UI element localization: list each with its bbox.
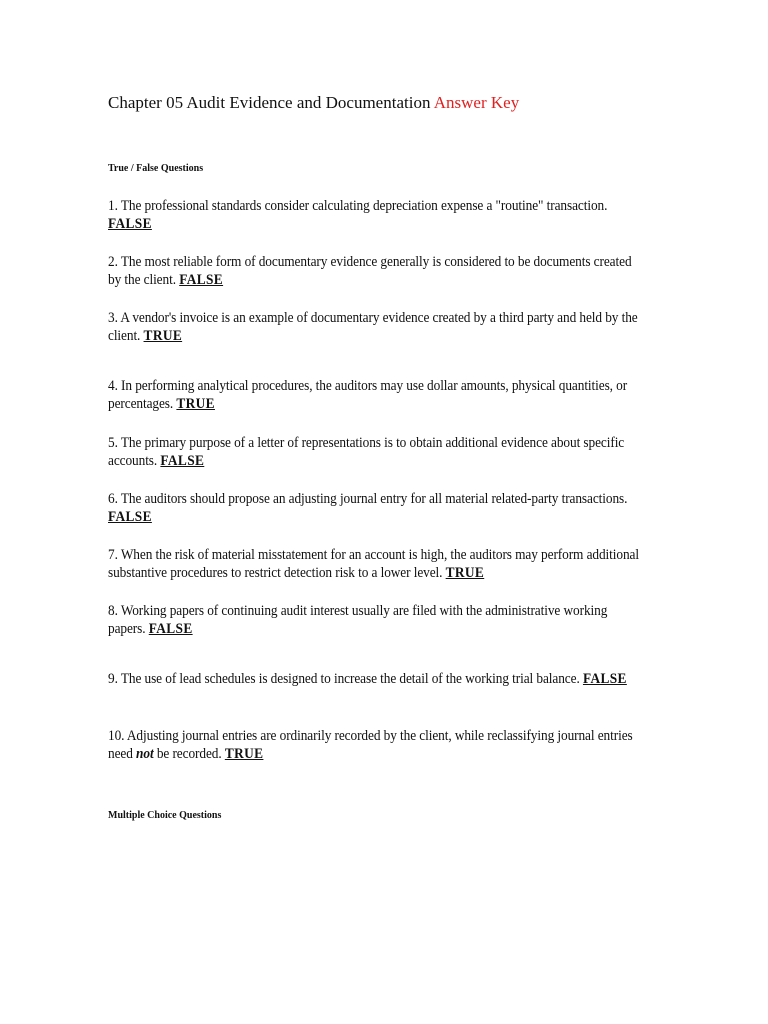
answer-label: TRUE xyxy=(224,746,264,762)
answer-key-label: Answer Key xyxy=(433,93,520,112)
page-title xyxy=(108,93,519,113)
question-text: 3. A vendor's invoice is an example of documentary evidence created by a third party and held by the client. xyxy=(108,310,638,344)
question-9 xyxy=(108,670,644,688)
question-4 xyxy=(108,377,644,413)
answer-label: TRUE xyxy=(143,328,183,344)
question-text: 4. In performing analytical procedures, the auditors may use dollar amounts, physical quantities, or percentages. xyxy=(108,378,628,412)
question-text: 5. The primary purpose of a letter of representations is to obtain additional evidence about specific accounts. xyxy=(108,435,625,469)
question-8 xyxy=(108,602,644,638)
question-text: 1. The professional standards consider calculating depreciation expense a "routine" transaction. xyxy=(108,198,608,214)
multiple-choice-heading: Multiple Choice Questions xyxy=(108,810,222,821)
question-text: 7. When the risk of material misstatement for an account is high, the auditors may perform additional substantive procedures to restrict detection risk to a lower level. xyxy=(108,547,639,581)
question-text: 8. Working papers of continuing audit interest usually are filed with the administrative working papers. xyxy=(108,603,608,637)
answer-label: TRUE xyxy=(445,565,485,581)
question-text-before: 10. Adjusting journal entries are ordinarily recorded by the client, while reclassifying journal entries need xyxy=(108,728,633,762)
question-5 xyxy=(108,434,644,470)
answer-label: FALSE xyxy=(179,272,224,288)
answer-label: FALSE xyxy=(108,216,152,232)
question-7 xyxy=(108,546,644,582)
question-emphasis: not xyxy=(136,746,154,762)
true-false-heading: True / False Questions xyxy=(108,163,204,174)
question-text: 9. The use of lead schedules is designed to increase the detail of the working trial balance. xyxy=(108,671,583,687)
answer-label: FALSE xyxy=(108,509,152,525)
question-text-after: be recorded. xyxy=(153,746,225,762)
question-text: 2. The most reliable form of documentary evidence generally is considered to be documents created by the client. xyxy=(108,254,632,288)
title-main: Chapter 05 Audit Evidence and Documentation xyxy=(108,93,434,112)
answer-label: FALSE xyxy=(148,621,193,637)
question-2 xyxy=(108,253,644,289)
question-text: 6. The auditors should propose an adjusting journal entry for all material related-party transactions. xyxy=(108,491,628,507)
question-10 xyxy=(108,727,644,763)
question-6 xyxy=(108,490,644,526)
answer-label: TRUE xyxy=(176,396,215,412)
answer-label: FALSE xyxy=(582,671,627,687)
question-1 xyxy=(108,197,644,233)
answer-label: FALSE xyxy=(160,453,205,469)
question-3 xyxy=(108,309,644,345)
